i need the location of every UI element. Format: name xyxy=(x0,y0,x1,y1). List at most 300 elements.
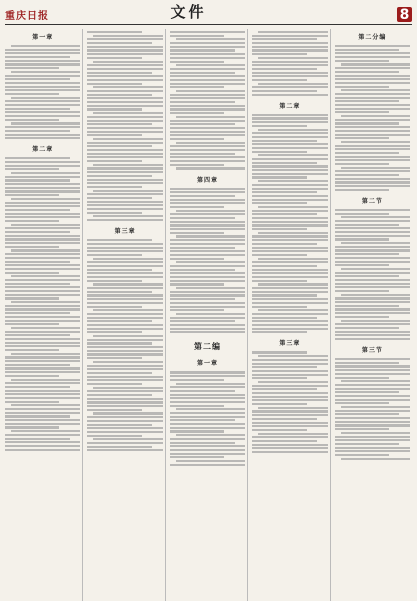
text-line xyxy=(335,264,389,266)
text-line xyxy=(87,197,152,199)
text-line xyxy=(87,145,152,147)
text-line xyxy=(87,401,162,403)
text-line xyxy=(252,42,327,44)
text-line xyxy=(335,290,389,292)
text-line xyxy=(335,395,410,397)
text-line xyxy=(258,433,327,435)
text-line xyxy=(5,364,70,366)
text-line xyxy=(5,268,80,270)
text-line xyxy=(5,165,80,167)
text-line xyxy=(252,298,327,300)
text-line xyxy=(5,134,80,136)
text-line xyxy=(170,250,245,252)
text-line xyxy=(176,210,245,212)
text-line xyxy=(87,302,162,304)
text-line xyxy=(11,353,80,355)
text-line xyxy=(170,97,245,99)
text-line xyxy=(252,140,317,142)
text-line xyxy=(335,49,400,51)
text-line xyxy=(170,324,245,326)
text-line xyxy=(335,331,410,333)
text-line xyxy=(87,357,141,359)
text-line xyxy=(5,246,59,248)
body-text xyxy=(252,351,327,453)
text-line xyxy=(252,191,317,193)
text-line xyxy=(170,445,245,447)
text-line xyxy=(11,122,80,124)
text-line xyxy=(335,312,410,314)
text-line xyxy=(87,261,162,263)
text-line xyxy=(93,412,162,414)
text-line xyxy=(170,156,245,158)
text-line xyxy=(170,449,245,451)
text-line xyxy=(335,443,400,445)
text-line xyxy=(170,405,224,407)
text-line xyxy=(87,247,162,249)
text-line xyxy=(93,283,162,285)
text-line xyxy=(176,90,245,92)
text-line xyxy=(170,149,245,151)
text-line xyxy=(335,145,410,147)
text-line xyxy=(170,427,245,429)
text-line xyxy=(11,172,80,174)
text-line xyxy=(258,407,327,409)
text-line xyxy=(87,171,162,173)
chapter-heading: 第三章 xyxy=(279,340,301,348)
text-line xyxy=(5,179,70,181)
text-line xyxy=(5,408,80,410)
text-line xyxy=(341,167,410,169)
text-line xyxy=(170,412,245,414)
text-line xyxy=(252,90,317,92)
text-line xyxy=(5,231,70,233)
text-line xyxy=(87,405,162,407)
text-line xyxy=(87,435,141,437)
text-line xyxy=(335,56,410,58)
text-line xyxy=(252,165,327,167)
text-line xyxy=(335,450,410,452)
text-line xyxy=(87,239,152,241)
text-line xyxy=(335,373,410,375)
text-line xyxy=(5,349,59,351)
text-line xyxy=(5,93,59,95)
text-line xyxy=(170,397,245,399)
text-line xyxy=(170,75,245,77)
text-line xyxy=(5,213,80,215)
text-line xyxy=(170,453,245,455)
text-line xyxy=(87,376,162,378)
text-line xyxy=(5,119,59,121)
text-line xyxy=(5,176,80,178)
text-line xyxy=(93,190,162,192)
text-line xyxy=(5,305,80,307)
text-line xyxy=(5,345,80,347)
text-line xyxy=(5,253,80,255)
text-line xyxy=(335,235,410,237)
text-line xyxy=(335,447,410,449)
text-line xyxy=(5,183,80,185)
text-line xyxy=(5,367,80,369)
text-line xyxy=(170,247,235,249)
text-line xyxy=(252,440,317,442)
text-line xyxy=(87,449,162,451)
text-line xyxy=(335,93,410,95)
text-line xyxy=(335,362,400,364)
text-line xyxy=(252,272,327,274)
text-line xyxy=(170,375,245,377)
text-line xyxy=(11,301,80,303)
text-line xyxy=(5,168,59,170)
text-line xyxy=(252,451,327,453)
text-line xyxy=(170,191,245,193)
text-line xyxy=(335,238,389,240)
chapter-heading: 第一章 xyxy=(32,34,54,41)
text-line xyxy=(176,64,245,66)
text-line xyxy=(170,134,245,136)
text-line xyxy=(258,31,327,33)
text-line xyxy=(252,143,327,145)
column-4 xyxy=(252,29,330,601)
text-line xyxy=(93,138,162,140)
text-line xyxy=(252,136,327,138)
text-line xyxy=(252,370,327,372)
text-line xyxy=(170,243,245,245)
text-line xyxy=(5,137,80,139)
text-line xyxy=(87,420,162,422)
text-line xyxy=(170,442,235,444)
text-line xyxy=(93,164,162,166)
text-line xyxy=(252,388,317,390)
text-line xyxy=(335,272,410,274)
text-line xyxy=(5,202,80,204)
text-line xyxy=(335,227,410,229)
text-line xyxy=(5,209,70,211)
text-line xyxy=(341,294,410,296)
text-line xyxy=(335,60,389,62)
text-line xyxy=(170,430,224,432)
body-text xyxy=(87,239,162,451)
text-line xyxy=(170,317,245,319)
text-line xyxy=(5,78,70,80)
text-line xyxy=(87,365,162,367)
text-line xyxy=(252,79,306,81)
text-line xyxy=(252,320,327,322)
text-line xyxy=(335,413,400,415)
text-line xyxy=(252,243,317,245)
text-line xyxy=(335,283,410,285)
text-line xyxy=(87,134,141,136)
text-line xyxy=(252,444,327,446)
text-line xyxy=(335,75,410,77)
text-line xyxy=(258,83,327,85)
text-line xyxy=(5,49,80,51)
text-line xyxy=(335,134,410,136)
text-line xyxy=(170,57,245,59)
text-line xyxy=(87,83,141,85)
text-line xyxy=(5,205,80,207)
text-line xyxy=(170,280,245,282)
text-line xyxy=(335,323,410,325)
text-line xyxy=(170,309,224,311)
text-line xyxy=(335,421,410,423)
text-line xyxy=(335,301,410,303)
text-line xyxy=(252,425,327,427)
text-line xyxy=(252,399,327,401)
text-line xyxy=(87,31,141,33)
text-line xyxy=(252,287,327,289)
text-line xyxy=(5,161,80,163)
text-line xyxy=(176,287,245,289)
text-line xyxy=(335,428,389,430)
text-line xyxy=(87,79,162,81)
text-line xyxy=(87,186,141,188)
text-line xyxy=(5,86,80,88)
text-line xyxy=(11,45,80,47)
text-line xyxy=(5,290,80,292)
text-line xyxy=(5,419,80,421)
text-line xyxy=(5,264,80,266)
text-line xyxy=(5,445,80,447)
text-line xyxy=(335,181,410,183)
text-line xyxy=(5,342,80,344)
text-line xyxy=(335,261,410,263)
text-line xyxy=(252,221,327,223)
text-line xyxy=(11,224,80,226)
body-text xyxy=(170,371,245,465)
text-line xyxy=(252,410,327,412)
text-line xyxy=(87,339,162,341)
text-line xyxy=(335,152,400,154)
text-line xyxy=(170,419,235,421)
text-line xyxy=(335,410,410,412)
text-line xyxy=(170,232,224,234)
text-line xyxy=(170,120,245,122)
text-line xyxy=(87,243,162,245)
masthead-meta xyxy=(292,7,412,22)
text-line xyxy=(87,350,162,352)
text-line xyxy=(87,167,162,169)
text-line xyxy=(335,119,410,121)
text-line xyxy=(93,309,162,311)
text-line xyxy=(335,399,410,401)
text-line xyxy=(5,63,80,65)
text-line xyxy=(5,130,70,132)
text-line xyxy=(252,173,327,175)
text-line xyxy=(252,374,327,376)
text-line xyxy=(5,356,80,358)
text-line xyxy=(5,126,80,128)
text-line xyxy=(252,403,306,405)
text-line xyxy=(335,334,410,336)
text-line xyxy=(5,415,70,417)
text-line xyxy=(252,86,327,88)
text-line xyxy=(335,100,400,102)
text-line xyxy=(341,320,410,322)
text-line xyxy=(335,213,389,215)
text-line xyxy=(170,291,245,293)
text-line xyxy=(87,72,152,74)
text-line xyxy=(252,422,327,424)
text-line xyxy=(341,406,410,408)
text-line xyxy=(335,170,410,172)
text-line xyxy=(170,298,235,300)
text-line xyxy=(341,216,410,218)
text-line xyxy=(170,221,245,223)
text-line xyxy=(170,195,235,197)
text-line xyxy=(170,145,245,147)
text-line xyxy=(5,283,70,285)
text-line xyxy=(87,219,162,221)
text-line xyxy=(5,157,70,159)
text-line xyxy=(258,57,327,59)
text-line xyxy=(335,163,389,165)
text-line xyxy=(5,104,80,106)
text-line xyxy=(258,283,327,285)
text-line xyxy=(335,97,410,99)
text-line xyxy=(5,227,80,229)
text-line xyxy=(170,35,224,37)
text-line xyxy=(93,35,162,37)
text-line xyxy=(258,154,327,156)
text-line xyxy=(87,346,162,348)
text-line xyxy=(5,393,80,395)
column-3 xyxy=(170,29,248,601)
chapter-heading: 第四章 xyxy=(197,176,219,184)
text-line xyxy=(87,75,162,77)
text-line xyxy=(252,276,327,278)
text-line xyxy=(252,235,327,237)
text-line xyxy=(335,275,400,277)
text-line xyxy=(5,279,80,281)
text-line xyxy=(87,68,162,70)
text-line xyxy=(87,123,152,125)
text-line xyxy=(252,162,317,164)
text-line xyxy=(5,438,70,440)
text-line xyxy=(176,313,245,315)
text-line xyxy=(87,201,162,203)
text-line xyxy=(341,63,410,65)
text-line xyxy=(335,436,410,438)
text-line xyxy=(87,298,162,300)
text-line xyxy=(252,202,306,204)
text-line xyxy=(335,108,410,110)
text-line xyxy=(87,254,141,256)
text-line xyxy=(252,250,327,252)
text-line xyxy=(5,434,80,436)
text-line xyxy=(335,308,410,310)
text-line xyxy=(252,75,327,77)
text-line xyxy=(5,261,70,263)
text-line xyxy=(252,331,306,333)
text-line xyxy=(11,249,80,251)
text-line xyxy=(176,116,245,118)
section-title: 文件 xyxy=(170,3,207,21)
text-line xyxy=(5,312,70,314)
text-line xyxy=(87,276,162,278)
text-line xyxy=(11,97,80,99)
text-line xyxy=(176,38,245,40)
text-line xyxy=(170,61,224,63)
text-line xyxy=(335,82,410,84)
text-line xyxy=(335,377,389,379)
text-line xyxy=(252,217,327,219)
text-line xyxy=(170,456,224,458)
text-line xyxy=(170,401,245,403)
text-line xyxy=(170,31,245,33)
text-line xyxy=(258,129,327,131)
text-line xyxy=(5,286,80,288)
text-line xyxy=(87,42,152,44)
column-5 xyxy=(335,29,412,601)
text-line xyxy=(87,442,162,444)
text-line xyxy=(5,323,59,325)
text-line xyxy=(5,220,59,222)
text-line xyxy=(335,246,410,248)
section-heading: 第二节 xyxy=(361,197,383,205)
text-line xyxy=(252,35,327,37)
text-line xyxy=(87,342,152,344)
text-line xyxy=(87,446,152,448)
chapter-heading: 第三章 xyxy=(114,228,136,236)
text-line xyxy=(176,408,245,410)
text-line xyxy=(335,327,400,329)
text-line xyxy=(87,372,152,374)
text-line xyxy=(87,38,162,40)
column-2 xyxy=(87,29,165,601)
text-line xyxy=(11,430,80,432)
text-line xyxy=(170,217,235,219)
text-line xyxy=(87,431,162,433)
text-line xyxy=(5,397,80,399)
text-line xyxy=(335,137,389,139)
text-line xyxy=(170,86,224,88)
text-line xyxy=(335,279,410,281)
text-line xyxy=(170,306,245,308)
text-line xyxy=(258,258,327,260)
text-line xyxy=(87,398,162,400)
text-line xyxy=(5,115,80,117)
text-line xyxy=(170,153,235,155)
text-line xyxy=(87,427,162,429)
chapter-heading: 第一章 xyxy=(197,360,219,368)
text-line xyxy=(176,434,245,436)
text-line xyxy=(170,416,245,418)
text-line xyxy=(170,320,235,322)
text-line xyxy=(252,294,317,296)
text-line xyxy=(335,148,410,150)
text-line xyxy=(170,160,245,162)
text-line xyxy=(335,231,410,233)
text-line xyxy=(335,209,410,211)
text-line xyxy=(87,291,152,293)
text-line xyxy=(87,294,162,296)
text-line xyxy=(170,83,245,85)
text-line xyxy=(170,131,245,133)
text-line xyxy=(252,418,317,420)
text-line xyxy=(252,199,327,201)
text-line xyxy=(170,276,245,278)
text-line xyxy=(170,105,245,107)
text-line xyxy=(335,454,389,456)
body-text xyxy=(335,358,410,460)
text-line xyxy=(87,272,162,274)
text-line xyxy=(87,287,162,289)
text-line xyxy=(87,57,141,59)
text-line xyxy=(170,138,224,140)
text-line xyxy=(5,316,80,318)
masthead xyxy=(5,4,412,25)
text-line xyxy=(335,67,410,69)
